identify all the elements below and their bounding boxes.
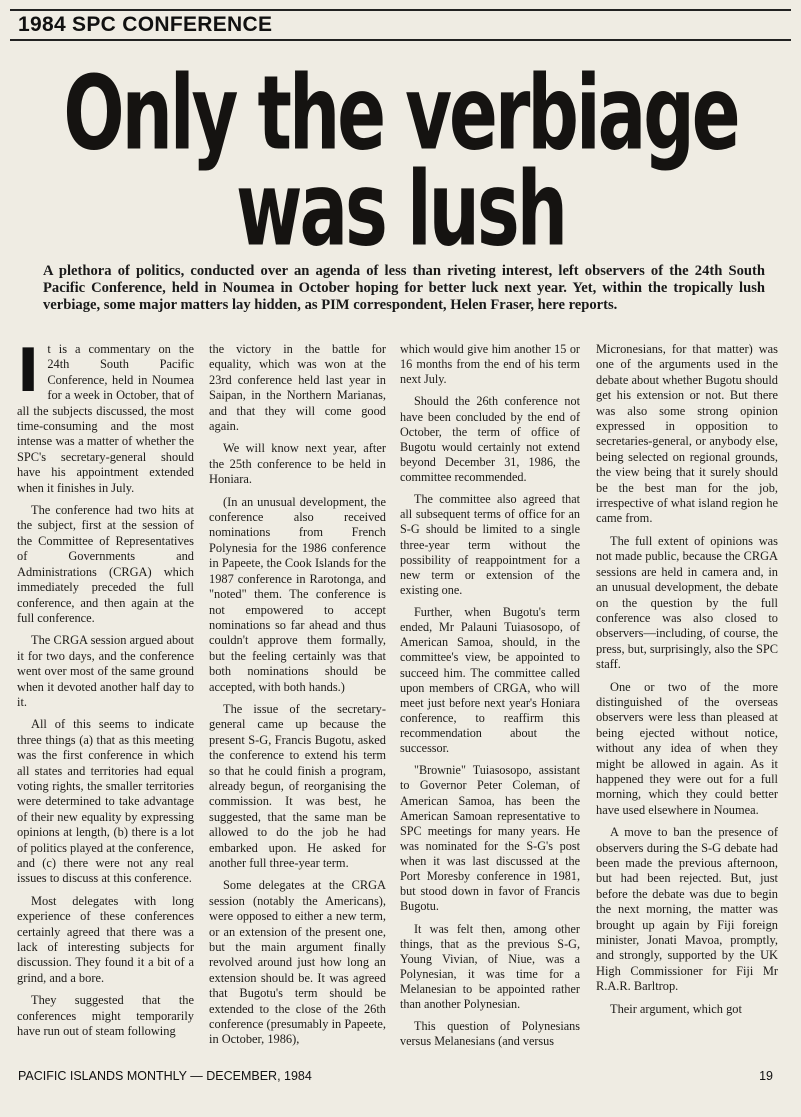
article-paragraph: Some delegates at the CRGA session (notably the Americans), were opposed to either a new term, or an extension of the present one, but the main argument finally revolved around just how long an extension should be. It was agreed that Bugotu's term should be extended to the close of the 26th conference (presumably in Papeete, in October, 1986), — [209, 878, 386, 1047]
article-paragraph: Should the 26th conference not have been concluded by the end of October, the term of office of Bugotu would certainly not extend beyond December 31, 1986, the committee recommended. — [400, 394, 580, 484]
section-title: 1984 SPC CONFERENCE — [18, 13, 273, 36]
article-paragraph: One or two of the more distinguished of the overseas observers were less than pleased at being ejected without notice, without any idea of when they might be allowed in again. As it happened they were out for a full morning, which they could better have used elsewhere in Noumea. — [596, 679, 778, 817]
article-paragraph: which would give him another 15 or 16 months from the end of his term next July. — [400, 342, 580, 387]
drop-cap: I — [17, 336, 40, 406]
article-paragraph — [17, 336, 194, 496]
section-rule — [10, 39, 791, 41]
headline-line-2: was lush — [235, 149, 566, 269]
article-paragraph: It was felt then, among other things, that as the previous S-G, Young Vivian, of Niue, was a Polynesian, it was time for a Melanesian to be appointed rather than another Polynesian. — [400, 921, 580, 1012]
article-paragraph: The committee also agreed that all subsequent terms of office for an S-G should be limited to a single three-year term without the possibility of reappointment for a new term or extension of the existing one. — [400, 492, 580, 597]
article-paragraph: The full extent of opinions was not made public, because the CRGA sessions are held in camera and, in an unusual development, the debate on the question by the full conference was also closed to observers—including, of course, the press, but, surprisingly, also the SPC staff. — [596, 533, 778, 672]
article-paragraph: The issue of the secretary-general came up because the present S-G, Francis Bugotu, asked the conference to extend his term so that he could finish a program, already begun, of reorganising the commission. It was best, he suggested, that the same man be allowed to do the job he had embarked upon. He asked for another full three-year term. — [209, 701, 386, 870]
top-rule — [10, 9, 791, 11]
article-paragraph: Further, when Bugotu's term ended, Mr Palauni Tuiasosopo, of American Samoa, should, in the committee's view, be appointed to succeed him. The committee called upon members of CRGA, who will meet just before next year's Honiara conference, to reaffirm this recommendation about the successor. — [400, 605, 580, 756]
article-paragraph: This question of Polynesians versus Melanesians (and versus — [400, 1019, 580, 1049]
article-paragraph: The CRGA session argued about it for two days, and the conference went over most of the same ground when it devoted another half day to it. — [17, 633, 194, 709]
article-paragraph: the victory in the battle for equality, which was won at the 23rd conference held last year in Saipan, in the Northern Marianas, and that they will come good again. — [209, 342, 386, 434]
paragraph-text: t is a commentary on the 24th South Pacific Conference, held in Noumea for a week in October, that of all the subjects discussed, the most time-consuming and the most intense was a matter of whether the SPC's secretary-general should have his appointment extended when it finishes in July. — [17, 342, 194, 495]
article-paragraph: (In an unusual development, the conference also received nominations from French Polynesia for the 1986 conference in Papeete, the Cook Islands for the 1987 conference in Rarotonga, and "noted" them. The conference is not empowered to accept nominations so far ahead and thus couldn't approve them formally, but the feeling certainly was that both nominations should be accepted, with both hands.) — [209, 494, 386, 694]
article-paragraph: Most delegates with long experience of these conferences certainly agreed that there was a lack of interesting subjects for discussion. They found it a bit of a grind, and a bore. — [17, 893, 194, 985]
article-column-2 — [209, 342, 386, 1055]
article-paragraph: Their argument, which got — [610, 1001, 742, 1016]
article-column-1 — [17, 336, 194, 1046]
article-paragraph: The conference had two hits at the subject, first at the session of the Committee of Representatives of Governments and Administrations (CRGA) which immediately preceded the full conference, and then again at the full conference. — [17, 503, 194, 625]
page-number: 19 — [759, 1069, 773, 1083]
article-column-4 — [596, 342, 778, 1024]
article-paragraph: "Brownie" Tuiasosopo, assistant to Governor Peter Coleman, of American Samoa, has been the American Samoan representative to SPC meetings for many years. He was nominated for the S-G's post when it was last discussed at the Port Moresby conference in 1981, but stood down in favor of Francis Bugotu. — [400, 763, 580, 914]
footer-publication: PACIFIC ISLANDS MONTHLY — DECEMBER, 1984 — [18, 1069, 312, 1083]
article-paragraph: All of this seems to indicate three things (a) that as this meeting was the first conference in which all states and territories had equal voting rights, the smaller territories were determined to take advantage of their new equality by expressing opinions at length, (b) there is a lot of politics played at the conference, and (c) there were not any real issues to discuss at this conference. — [17, 717, 194, 886]
article-column-3 — [400, 342, 580, 1057]
article-deck: A plethora of politics, conducted over an agenda of less than riveting interest, left observers of the 24th South Pacific Conference, held in Noumea in October hoping for better luck next year. Yet, within the tropically lush verbiage, some major matters lay hidden, as PIM correspondent, Helen Fraser, here reports. — [43, 263, 765, 313]
article-paragraph: A move to ban the presence of observers during the S-G debate had been made the previous afternoon, but had been rejected. But, just before the debate was due to begin the next morning, the matter was brought up again by Fiji foreign minister, Jonati Mavoa, promptly, and strongly, supported by the UK High Commissioner for Fiji Mr R.A.R. Barltrop. — [596, 825, 778, 994]
article-paragraph: Micronesians, for that matter) was one of the arguments used in the debate about whether Bugotu should get his extension or not. But there was also some strong opinion expressed in opposition to secretaries-general, or anybody else, being selected on regional grounds, the view being that it surely should be the best man for the job, irrespective of what island region he came from. — [596, 342, 778, 526]
article-paragraph: We will know next year, after the 25th conference to be held in Honiara. — [209, 441, 386, 487]
article-paragraph: They suggested that the conferences might temporarily have run out of steam following — [17, 993, 194, 1039]
headline-line-1: Only the verbiage — [63, 53, 738, 173]
